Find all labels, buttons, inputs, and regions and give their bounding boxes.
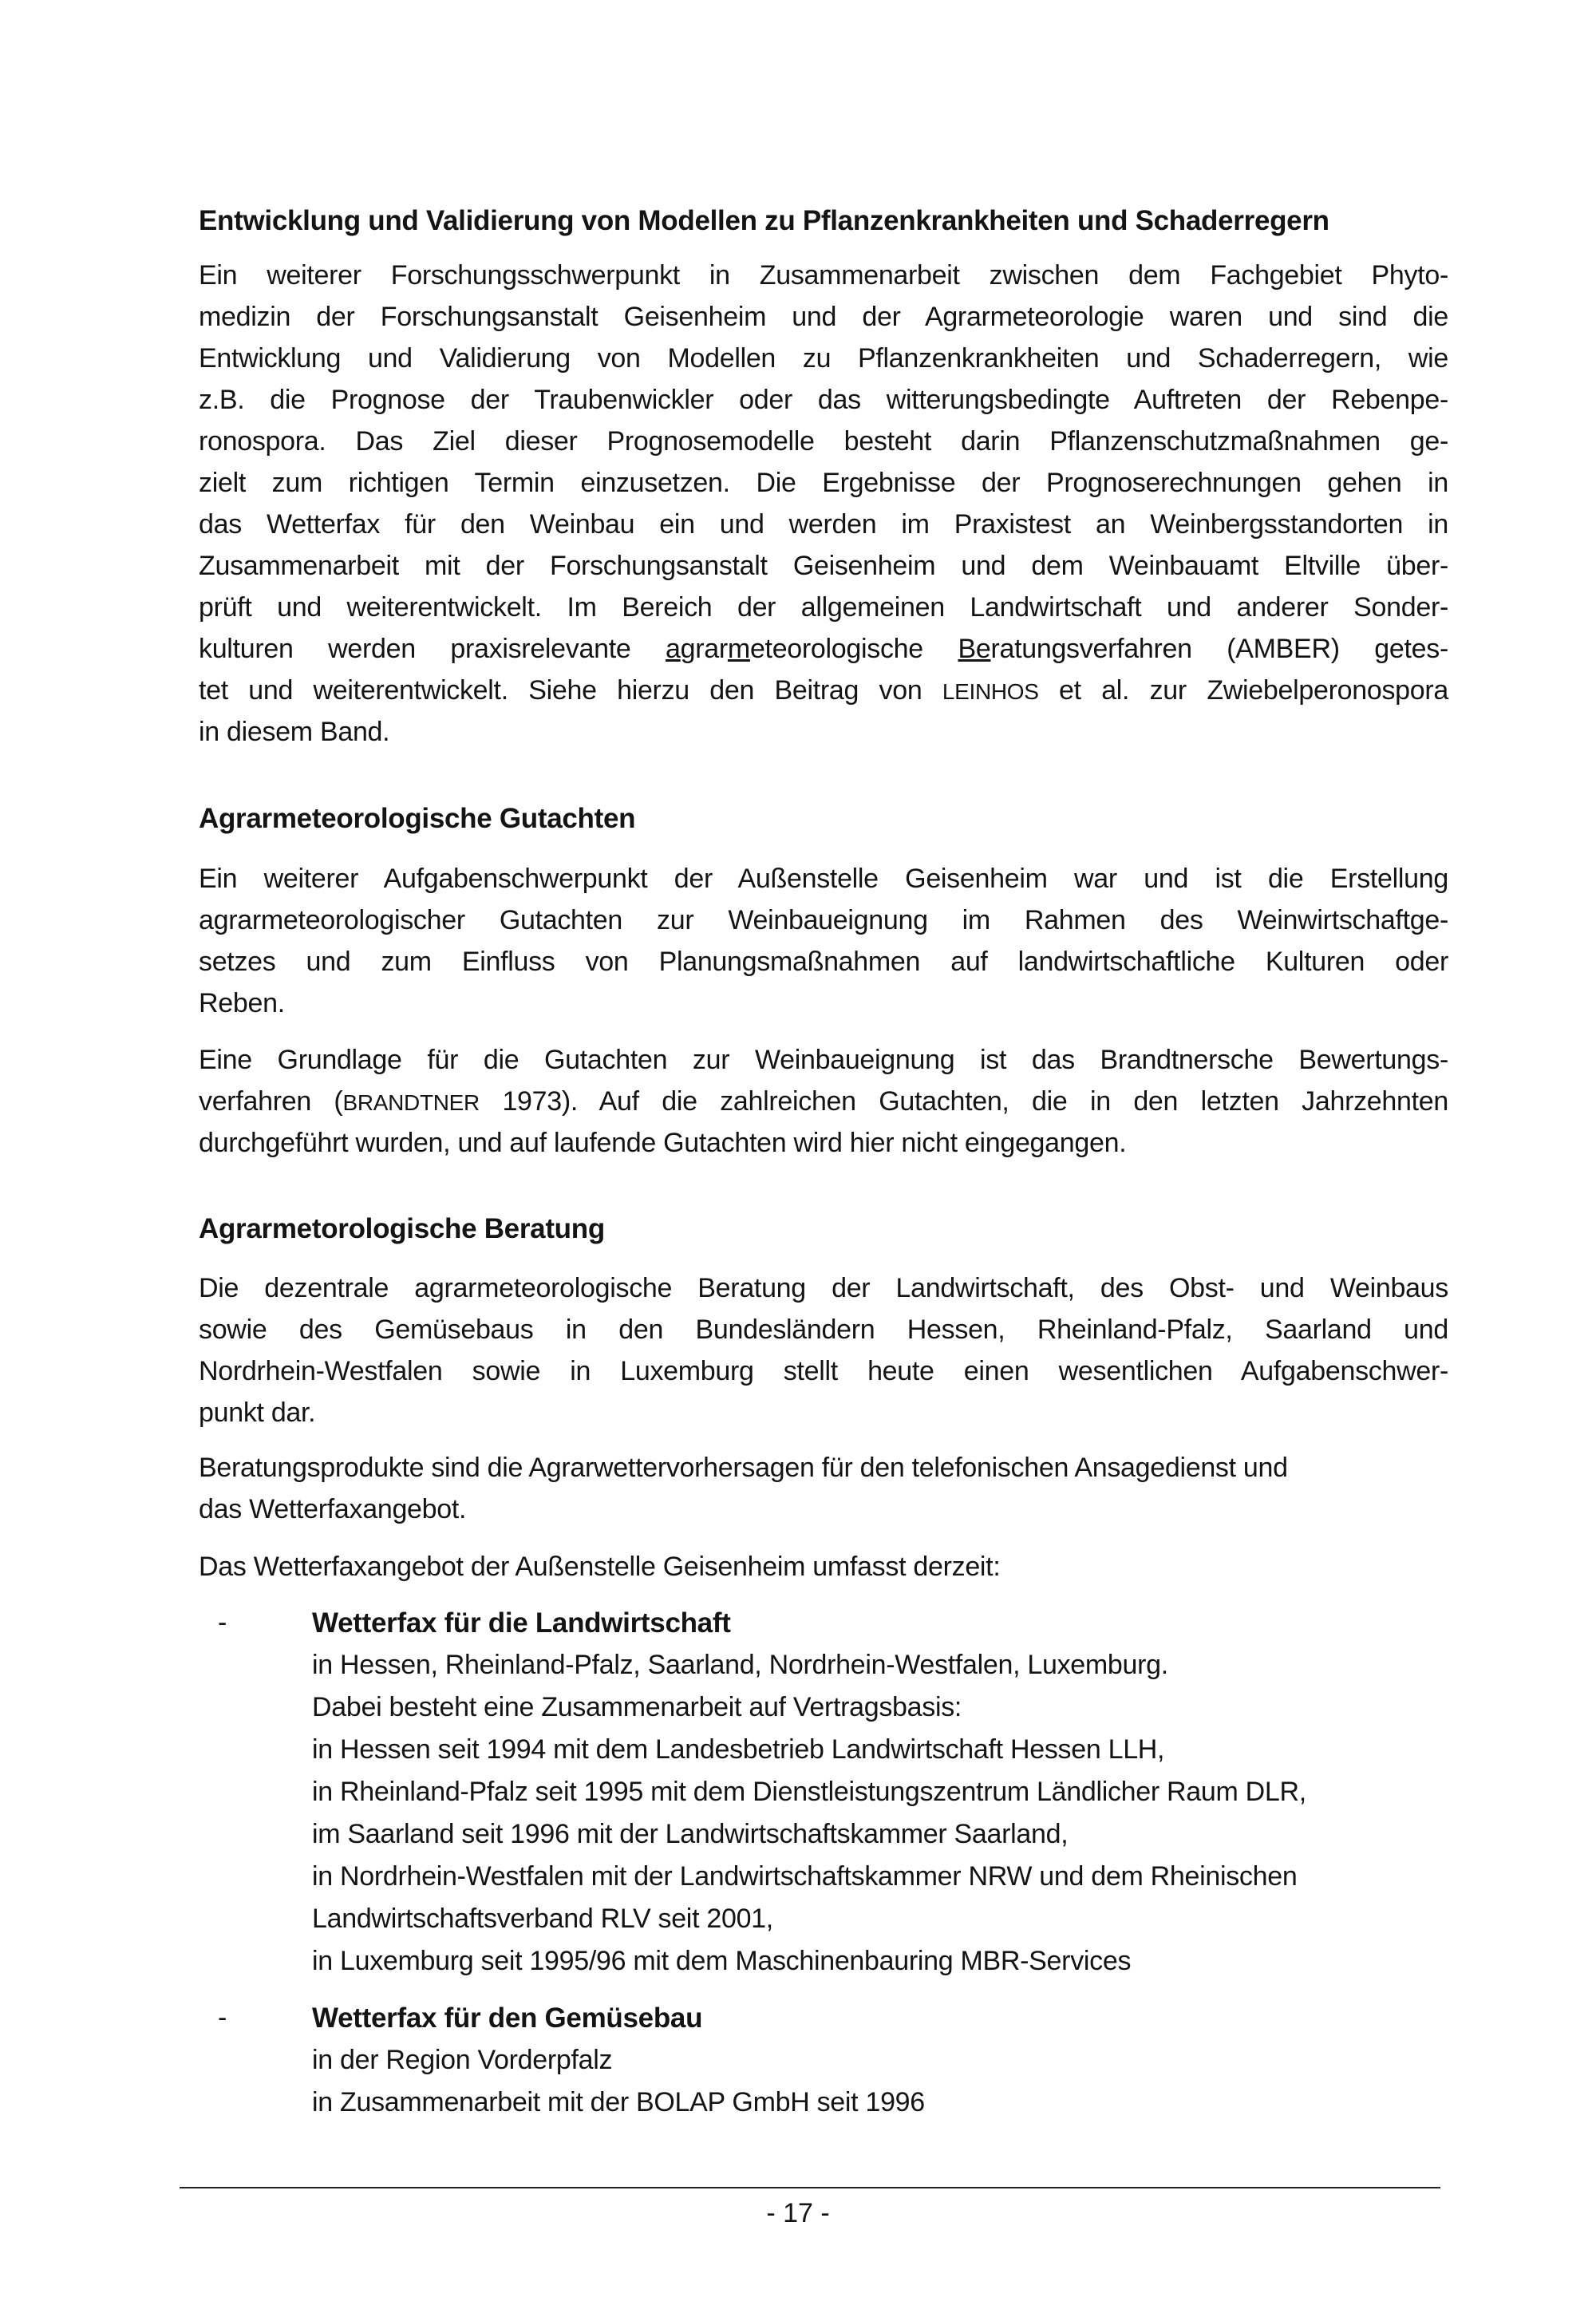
text-segment: et al. zur Zwiebelperonospora [1038,675,1448,706]
text-line: Die dezentrale agrarmeteorologische Beratung der Landwirtschaft, des Obst- und Weinbaus [199,1273,1448,1303]
text-line: ronospora. Das Ziel dieser Prognosemodelle besteht darin Pflanzenschutzmaßnahmen ge- [199,426,1448,457]
text-line: Ein weiterer Aufgabenschwerpunkt der Außenstelle Geisenheim war und ist die Erstellung [199,864,1448,894]
text-line: punkt dar. [199,1398,316,1428]
section-heading-gutachten: Agrarmeteorologische Gutachten [199,803,636,834]
text-line: Beratungsprodukte sind die Agrarwettervorhersagen für den telefonischen Ansagedienst und [199,1453,1288,1483]
text-line: in Nordrhein-Westfalen mit der Landwirtschaftskammer NRW und dem Rheinischen [312,1861,1298,1892]
text-line: Zusammenarbeit mit der Forschungsanstalt Geisenheim und dem Weinbauamt Eltville über- [199,551,1448,581]
underlined-letter: m [727,634,750,664]
bullet-dash: - [218,2003,227,2033]
text-line: in Luxemburg seit 1995/96 mit dem Maschinenbauring MBR-Services [312,1946,1132,1976]
text-line: Landwirtschaftsverband RLV seit 2001, [312,1904,773,1934]
footer-divider [180,2187,1440,2188]
section-heading-models: Entwicklung und Validierung von Modellen zu Pflanzenkrankheiten und Schaderregern [199,205,1329,236]
text-segment: eteorologische [749,634,958,664]
text-line: Nordrhein-Westfalen sowie in Luxemburg stellt heute einen wesentlichen Aufgabenschwer- [199,1356,1448,1386]
text-segment: ratungsverfahren (AMBER) getes- [990,634,1448,664]
text-segment: tet und weiterentwickelt. Siehe hierzu den Beitrag von [199,675,942,706]
text-line [199,1081,1448,1122]
text-line: z.B. die Prognose der Traubenwickler oder das witterungsbedingte Auftreten der Rebenpe- [199,385,1448,415]
text-line: Dabei besteht eine Zusammenarbeit auf Vertragsbasis: [312,1692,962,1722]
text-line: Ein weiterer Forschungsschwerpunkt in Zusammenarbeit zwischen dem Fachgebiet Phyto- [199,260,1448,291]
paragraph-beratung-2 [199,1447,1448,1530]
paragraph-beratung-1 [199,1267,1448,1433]
text-line: Eine Grundlage für die Gutachten zur Weinbaueignung ist das Brandtnersche Bewertungs- [199,1045,1448,1075]
text-line: medizin der Forschungsanstalt Geisenheim und der Agrarmeteorologie waren und sind die [199,302,1448,332]
text-line: in Rheinland-Pfalz seit 1995 mit dem Dienstleistungszentrum Ländlicher Raum DLR, [312,1777,1306,1807]
text-line: Reben. [199,988,285,1018]
text-line: prüft und weiterentwickelt. Im Bereich der allgemeinen Landwirtschaft und anderer Sonder- [199,592,1448,623]
list-item-title: Wetterfax für die Landwirtschaft [312,1607,731,1639]
author-name: LEINHOS [942,679,1039,704]
paragraph-gutachten-2 [199,1039,1448,1164]
text-line [199,670,1448,711]
bullet-dash: - [218,1607,227,1638]
underlined-letter: a [666,634,681,664]
author-name: BRANDTNER [342,1090,480,1115]
text-segment: kulturen werden praxisrelevante [199,634,666,664]
text-line: das Wetterfaxangebot. [199,1494,467,1524]
text-line: zielt zum richtigen Termin einzusetzen. Die Ergebnisse der Prognoserechnungen gehen in [199,468,1448,498]
text-segment: grar [680,634,728,664]
page-number: - 17 - [766,2198,830,2228]
text-segment: verfahren ( [199,1086,343,1117]
text-line: agrarmeteorologischer Gutachten zur Weinbaueignung im Rahmen des Weinwirtschaftge- [199,905,1448,935]
text-line: in Hessen, Rheinland-Pfalz, Saarland, Nordrhein-Westfalen, Luxemburg. [312,1650,1168,1680]
text-line [199,628,1448,670]
paragraph-beratung-3 [199,1546,1448,1587]
list-item-title: Wetterfax für den Gemüsebau [312,2003,703,2034]
paragraph-models [199,255,1448,753]
underlined-letters: Be [958,634,991,664]
text-line: Entwicklung und Validierung von Modellen zu Pflanzenkrankheiten und Schaderregern, wie [199,343,1448,374]
text-line: das Wetterfax für den Weinbau ein und werden im Praxistest an Weinbergsstandorten in [199,509,1448,540]
text-line: in der Region Vorderpfalz [312,2045,613,2075]
text-segment: 1973). Auf die zahlreichen Gutachten, die in den letzten Jahrzehnten [479,1086,1448,1117]
text-line: in Hessen seit 1994 mit dem Landesbetrieb Landwirtschaft Hessen LLH, [312,1734,1165,1765]
text-line: in diesem Band. [199,717,390,747]
text-line: setzes und zum Einfluss von Planungsmaßnahmen auf landwirtschaftliche Kulturen oder [199,947,1448,977]
text-line: durchgeführt wurden, und auf laufende Gutachten wird hier nicht eingegangen. [199,1128,1127,1158]
text-line: sowie des Gemüsebaus in den Bundesländern Hessen, Rheinland-Pfalz, Saarland und [199,1315,1448,1345]
text-line: im Saarland seit 1996 mit der Landwirtschaftskammer Saarland, [312,1819,1069,1849]
section-heading-beratung: Agrarmetorologische Beratung [199,1213,605,1244]
paragraph-gutachten-1 [199,858,1448,1024]
text-line: Das Wetterfaxangebot der Außenstelle Geisenheim umfasst derzeit: [199,1552,1001,1582]
text-line: in Zusammenarbeit mit der BOLAP GmbH seit 1996 [312,2087,925,2117]
